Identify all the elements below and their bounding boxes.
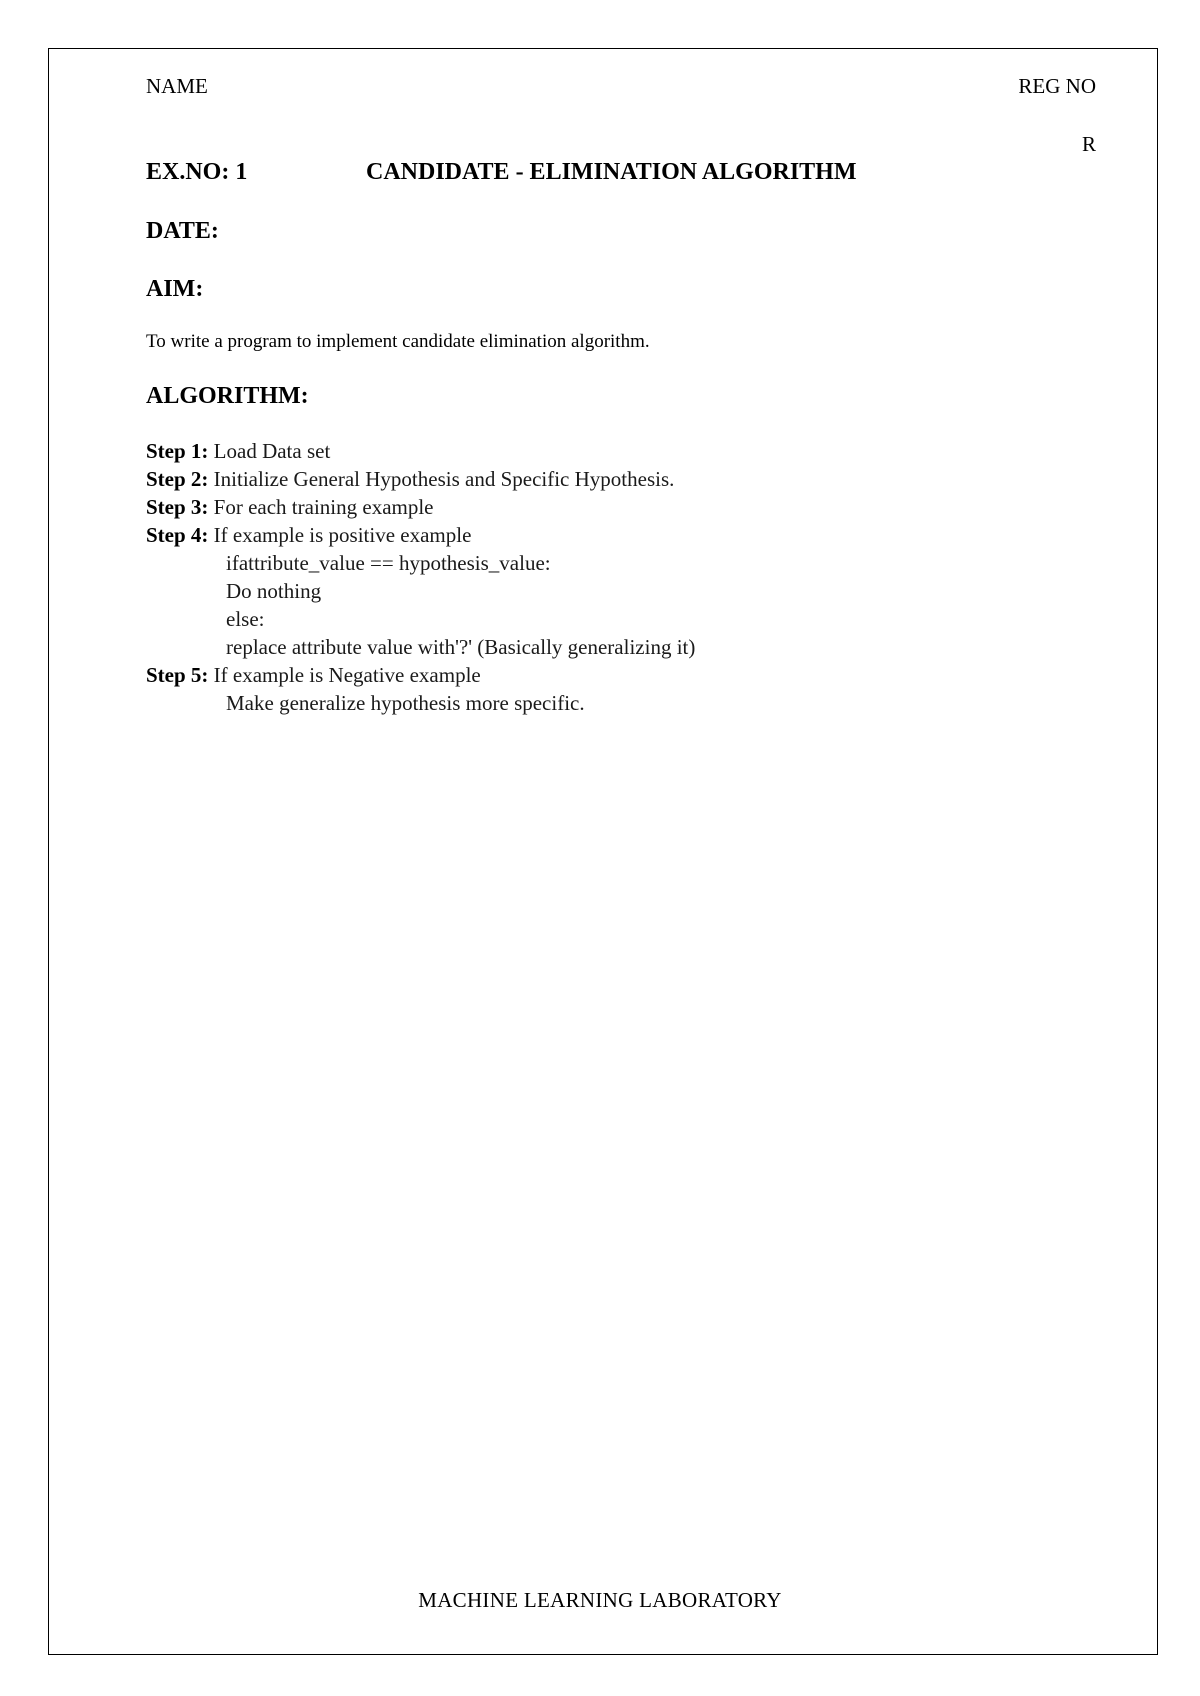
step-label: Step 1: — [146, 439, 209, 463]
step-5 — [146, 661, 695, 689]
page-border — [48, 48, 1158, 1655]
step-text: For each training example — [208, 495, 434, 519]
step-label: Step 2: — [146, 467, 209, 491]
date-label: DATE: — [146, 218, 219, 244]
step-text: If example is positive example — [208, 523, 472, 547]
step-4-sub-line: ifattribute_value == hypothesis_value: — [226, 551, 551, 575]
step-4-sub-line: Do nothing — [226, 579, 322, 603]
regno-suffix: R — [1081, 132, 1096, 156]
page-title: CANDIDATE - ELIMINATION ALGORITHM — [366, 159, 857, 185]
step-2 — [146, 465, 695, 493]
algorithm-steps — [146, 437, 695, 717]
step-label: Step 5: — [146, 663, 209, 687]
step-4-sub-line: replace attribute value with'?' (Basically generalizing it) — [226, 635, 696, 659]
aim-heading: AIM: — [146, 276, 204, 302]
step-label: Step 4: — [146, 523, 209, 547]
algorithm-heading: ALGORITHM: — [146, 383, 309, 409]
step-4 — [146, 521, 695, 549]
step-3 — [146, 493, 695, 521]
exercise-number: EX.NO: 1 — [146, 159, 248, 185]
footer-lab-name: MACHINE LEARNING LABORATORY — [418, 1588, 782, 1612]
step-label: Step 3: — [146, 495, 209, 519]
step-text: Load Data set — [208, 439, 331, 463]
aim-text: To write a program to implement candidate elimination algorithm. — [146, 331, 650, 352]
regno-label: REG NO — [1018, 74, 1096, 98]
step-1 — [146, 437, 695, 465]
step-text: If example is Negative example — [208, 663, 481, 687]
step-4-sub-line: else: — [226, 607, 265, 631]
name-label: NAME — [146, 74, 208, 98]
step-text: Initialize General Hypothesis and Specific Hypothesis. — [208, 467, 675, 491]
step-5-sub-line: Make generalize hypothesis more specific. — [226, 691, 585, 715]
